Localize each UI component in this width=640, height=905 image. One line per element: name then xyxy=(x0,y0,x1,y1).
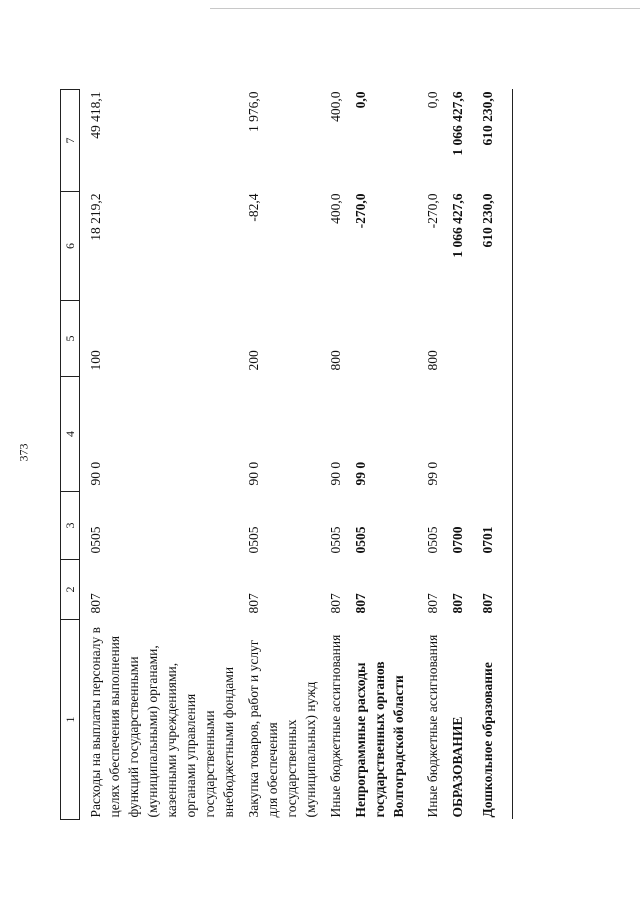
row-name: Иные бюджетные ассигнования xyxy=(328,634,343,818)
row-code-section: 0505 xyxy=(88,526,103,554)
row-code-admin: 807 xyxy=(353,593,368,614)
row-code-target: 90 0 xyxy=(246,461,261,486)
page-number: 373 xyxy=(16,443,31,462)
row-code-section: 0505 xyxy=(246,526,261,554)
row-code-target: 99 0 xyxy=(425,461,440,486)
row-amount-total: 610 230,0 xyxy=(472,90,512,192)
row-name: ОБРАЗОВАНИЕ xyxy=(450,716,465,818)
row-code-admin: 807 xyxy=(328,593,343,614)
row-amount-total: 400,0 xyxy=(328,91,343,122)
row-amount-change: 400,0 xyxy=(328,193,343,224)
row-code-expense-type: 800 xyxy=(425,350,440,371)
row-code-expense-type xyxy=(345,301,417,377)
row-code-target: 90 0 xyxy=(328,461,343,486)
row-code-expense-type: 100 xyxy=(88,350,103,371)
budget-table xyxy=(60,89,513,820)
rotated-table-container xyxy=(60,90,540,820)
row-code-target xyxy=(472,377,512,492)
row-code-target xyxy=(442,377,472,492)
row-code-admin: 807 xyxy=(246,593,261,614)
table-row xyxy=(80,90,239,820)
table-row xyxy=(417,90,442,820)
scan-edge-line xyxy=(210,8,640,9)
table-row xyxy=(320,90,345,820)
row-name: Закупка товаров, работ и услуг для обеспечения государственных (муниципальных) нужд xyxy=(246,639,318,818)
row-code-section: 0700 xyxy=(450,526,465,554)
row-code-admin: 807 xyxy=(450,593,465,614)
row-code-target: 99 0 xyxy=(353,461,368,486)
row-amount-total: 49 418,1 xyxy=(88,91,103,139)
row-amount-total: 0,0 xyxy=(425,91,440,109)
row-amount-change: -82,4 xyxy=(246,193,261,222)
row-name: Расходы на выплаты персоналу в целях обеспечения выполнения функций государственными (муниципальными) органами, казенными учреждениями, органами управления государственными внебюджетными фондами xyxy=(88,627,236,818)
table-row xyxy=(238,90,320,820)
row-amount-change: 18 219,2 xyxy=(88,193,103,241)
row-code-section: 0505 xyxy=(425,526,440,554)
row-amount-total: 1 066 427,6 xyxy=(450,91,465,156)
row-name: Дошкольное образование xyxy=(472,620,512,820)
row-name: Иные бюджетные ассигнования xyxy=(425,634,440,818)
table-row xyxy=(345,90,417,820)
column-number-header xyxy=(61,90,80,820)
header-col-6: 6 xyxy=(61,192,80,301)
row-amount-change: -270,0 xyxy=(353,193,368,229)
table-row xyxy=(442,90,472,820)
row-amount-change: -270,0 xyxy=(425,193,440,229)
row-name: Непрограммные расходы государственных органов Волгоградской области xyxy=(353,661,406,818)
row-code-section: 0505 xyxy=(328,526,343,554)
row-code-section: 0701 xyxy=(472,492,512,560)
row-code-admin: 807 xyxy=(88,593,103,614)
row-amount-total: 1 976,0 xyxy=(246,91,261,132)
header-col-7: 7 xyxy=(61,90,80,192)
table-row xyxy=(472,90,512,820)
row-code-expense-type xyxy=(442,301,472,377)
header-col-5: 5 xyxy=(61,301,80,377)
header-col-4: 4 xyxy=(61,377,80,492)
row-amount-total: 0,0 xyxy=(353,91,368,109)
row-code-target: 90 0 xyxy=(88,461,103,486)
header-col-2: 2 xyxy=(61,560,80,620)
row-code-expense-type: 200 xyxy=(246,350,261,371)
header-col-3: 3 xyxy=(61,492,80,560)
row-code-section: 0505 xyxy=(353,526,368,554)
row-amount-change: 610 230,0 xyxy=(472,192,512,301)
row-code-expense-type: 800 xyxy=(328,350,343,371)
row-code-admin: 807 xyxy=(472,560,512,620)
row-code-expense-type xyxy=(472,301,512,377)
row-amount-change: 1 066 427,6 xyxy=(450,193,465,258)
row-code-admin: 807 xyxy=(425,593,440,614)
header-col-1: 1 xyxy=(61,620,80,820)
